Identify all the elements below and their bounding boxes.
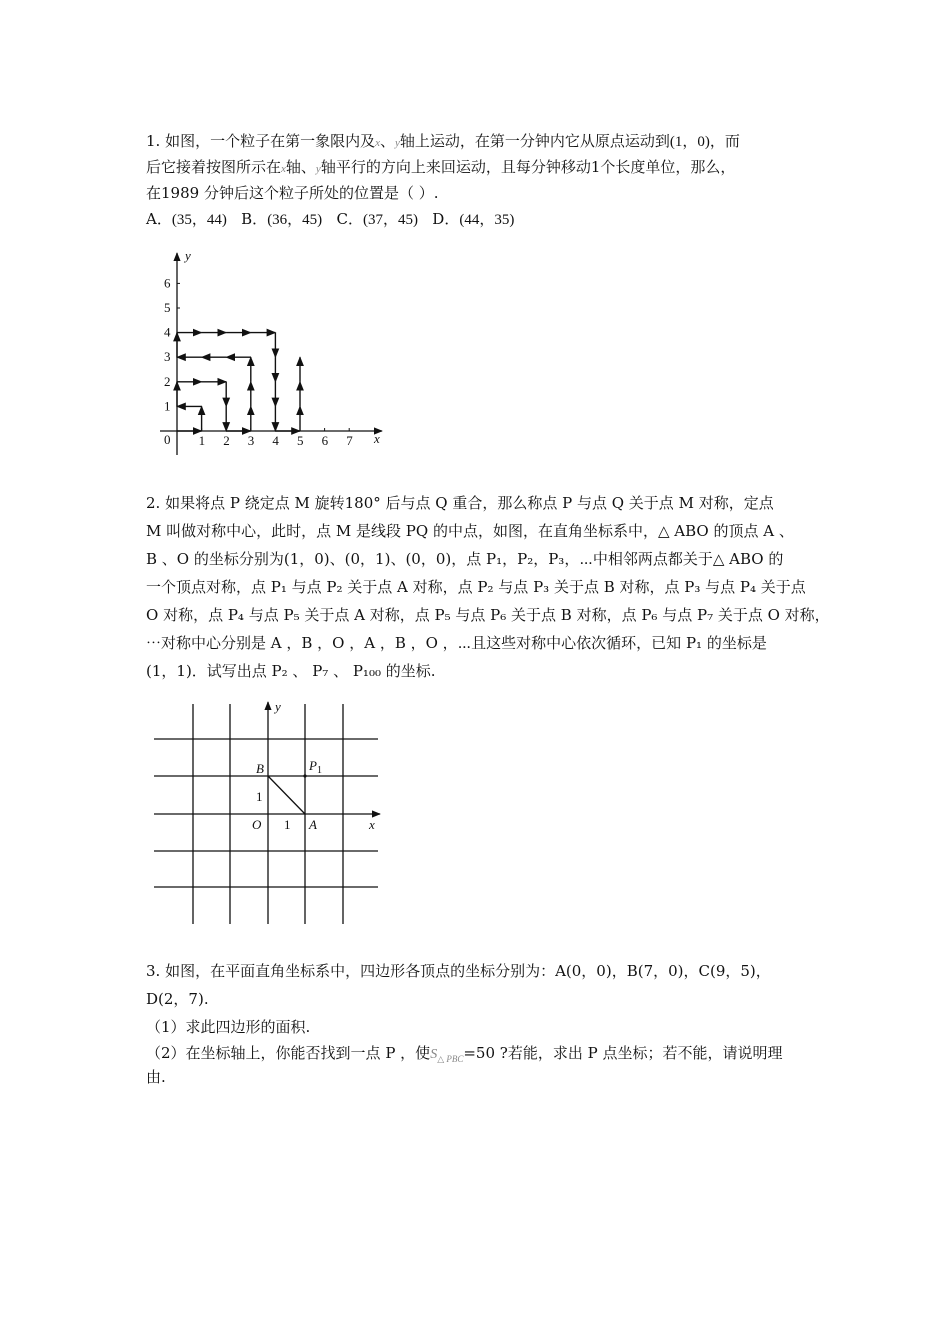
sep: 、 xyxy=(379,132,395,150)
option-d-label: D． xyxy=(432,210,460,228)
q1-text: 后它接着按图所示在 xyxy=(146,158,282,176)
option-c-value: (37，45) xyxy=(362,212,418,228)
q1-text: 轴平行的方向上来回运动，且每分钟移动1个长度单位，那么， xyxy=(320,158,736,176)
option-b-value: (36，45) xyxy=(267,212,323,228)
var-y: y xyxy=(315,163,321,175)
q2-line1: 2. 如果将点 P 绕定点 M 旋转180° 后与点 Q 重合，那么称点 P 与点 Q 关于点 M 对称，定点 xyxy=(146,494,774,512)
y-tick-label: 1 xyxy=(164,398,171,414)
q2-line3: B 、O 的坐标分别为(1，0)、(0，1)、(0，0)，点 P₁，P₂，P₃，⋯中相邻两点都关于△ ABO 的 xyxy=(146,550,784,568)
y-axis-label: y xyxy=(275,700,281,714)
x-tick-label: 2 xyxy=(223,433,230,448)
area-symbol: S xyxy=(430,1047,438,1062)
label-one-y: 1 xyxy=(256,789,263,804)
q1-line3: 在1989 分钟后这个粒子所处的位置是（ ）. xyxy=(146,184,439,202)
q2-figure xyxy=(150,700,390,928)
option-b-label: B． xyxy=(241,210,268,228)
segment-ab xyxy=(268,776,305,814)
q2-line6: ⋯对称中心分别是 A ，B ，O ，A ，B ，O ，⋯且这些对称中心依次循环，已知 P₁ 的坐标是 xyxy=(146,634,767,652)
x-axis-label: x xyxy=(369,817,375,832)
q3-part2-cont: 由. xyxy=(146,1068,166,1086)
q1-point: (1，0) xyxy=(669,134,710,150)
q3-line1: 3. 如图，在平面直角坐标系中，四边形各顶点的坐标分别为：A(0，0)，B(7，0)，C(9，5)， xyxy=(146,962,771,980)
q3-part1: （1）求此四边形的面积. xyxy=(146,1018,311,1036)
q3-text: =50 ?若能，求出 P 点坐标；若不能，请说明理 xyxy=(463,1044,783,1062)
q3-part2 xyxy=(146,1040,782,1072)
x-tick-label: 6 xyxy=(321,433,329,448)
q1-text: ，而 xyxy=(709,132,740,150)
q2-line5: O 对称，点 P₄ 与点 P₅ 关于点 A 对称，点 P₅ 与点 P₆ 关于点 B 对称，点 P₆ 与点 P₇ 关于点 O 对称， xyxy=(146,606,830,624)
q3-line2: D(2，7). xyxy=(146,990,209,1008)
y-tick-label: 4 xyxy=(164,324,171,340)
q2-line2: M 叫做对称中心，此时，点 M 是线段 PQ 的中点，如图，在直角坐标系中，△ ABO 的顶点 A 、 xyxy=(146,522,794,540)
x-tick-label: 5 xyxy=(297,433,304,448)
label-o: O xyxy=(252,817,262,832)
area-subscript: △ PBC xyxy=(437,1054,464,1064)
y-axis-label: y xyxy=(185,248,191,263)
var-x: x xyxy=(375,137,380,149)
x-tick-label: 4 xyxy=(272,433,279,448)
q1-text: 轴、 xyxy=(285,158,316,176)
x-axis-label: x xyxy=(374,431,380,446)
label-one-x: 1 xyxy=(284,817,291,832)
origin-label: 0 xyxy=(164,432,171,447)
y-tick-label: 2 xyxy=(164,373,171,389)
point-p1 xyxy=(303,774,306,777)
option-a-label: A． xyxy=(146,210,172,228)
var-y: y xyxy=(395,137,400,149)
q1-text: 轴上运动，在第一分钟内它从原点运动到 xyxy=(399,132,670,150)
y-tick-label: 3 xyxy=(164,349,171,365)
q1-options xyxy=(146,206,514,233)
y-tick-label: 5 xyxy=(164,300,171,315)
y-tick-label: 6 xyxy=(164,275,171,291)
q2-line4: 一个顶点对称，点 P₁ 与点 P₂ 关于点 A 对称，点 P₂ 与点 P₃ 关于点 B 对称，点 P₃ 与点 P₄ 关于点 xyxy=(146,578,806,596)
x-tick-label: 7 xyxy=(346,433,353,448)
option-d-value: (44，35) xyxy=(459,212,515,228)
var-x: x xyxy=(281,163,286,175)
x-tick-label: 1 xyxy=(198,433,206,448)
q1-line1 xyxy=(146,128,740,156)
x-tick-label: 3 xyxy=(247,433,255,448)
q1-text: 1. 如图，一个粒子在第一象限内及 xyxy=(146,132,376,150)
option-a-value: (35，44) xyxy=(171,212,227,228)
label-p1: $P_1$ xyxy=(309,758,322,776)
option-c-label: C． xyxy=(336,210,363,228)
q1-figure xyxy=(150,245,395,460)
label-b: B xyxy=(256,761,264,776)
q3-text: （2）在坐标轴上，你能否找到一点 P ，使 xyxy=(146,1044,431,1062)
label-a: A xyxy=(309,817,317,832)
q2-line7: (1，1)．试写出点 P₂ 、 P₇ 、 P₁₀₀ 的坐标. xyxy=(146,662,436,680)
q1-line2 xyxy=(146,154,735,182)
